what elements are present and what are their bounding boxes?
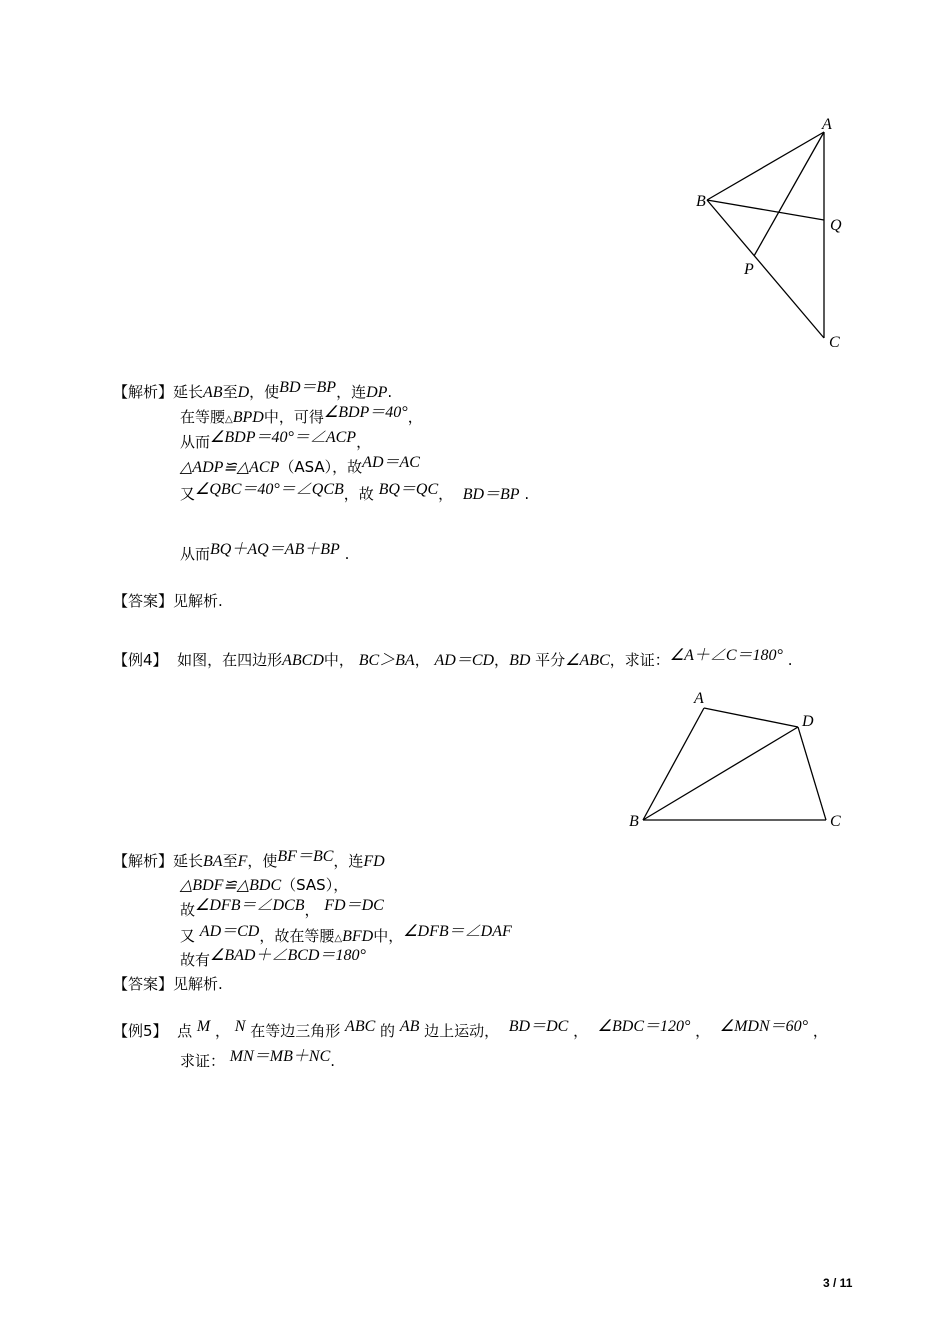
- solution-2-line-4: [180, 923, 512, 949]
- text: 边上运动，: [424, 1022, 500, 1040]
- text: （SAS），: [281, 876, 349, 894]
- text: ，求证：: [609, 651, 670, 669]
- math: BQ＝QC: [378, 481, 439, 498]
- text: .: [387, 383, 393, 401]
- math: ∠MDN＝60°: [719, 1018, 809, 1035]
- text: 延长: [173, 383, 204, 401]
- text: ，使: [247, 852, 278, 870]
- label-a: A: [694, 690, 704, 707]
- text: 中，: [373, 927, 404, 945]
- text: 点: [177, 1022, 193, 1040]
- solution-2-line-3: [180, 897, 384, 921]
- solution-2-line-1: [113, 848, 385, 872]
- solution-1-line-5: [180, 481, 530, 505]
- math: ∠QBC＝40°＝∠QCB: [195, 481, 344, 498]
- math: D: [237, 384, 250, 401]
- text: 求证：: [180, 1052, 226, 1070]
- triangle-symbol: △: [225, 414, 233, 425]
- text: 如图，在四边形: [177, 651, 283, 669]
- math: AD＝CD: [434, 652, 495, 669]
- math: AD＝AC: [362, 454, 420, 471]
- text: 中，: [323, 651, 354, 669]
- text: ，: [304, 901, 320, 919]
- segment-bd: [643, 727, 798, 820]
- text: ，使: [249, 383, 280, 401]
- segment-dc: [798, 727, 826, 820]
- page-number: 3 / 11: [823, 1276, 853, 1290]
- example-5-line-2: [180, 1048, 336, 1072]
- math: △ADP≌△ACP: [180, 459, 280, 476]
- triangle-symbol: △: [334, 933, 343, 944]
- text: ，: [438, 485, 454, 503]
- answer-text: 见解析.: [173, 975, 223, 993]
- text: ，故在等腰: [259, 927, 335, 945]
- math: MN＝MB＋NC: [229, 1048, 331, 1065]
- segment-bq: [707, 200, 824, 220]
- math: ∠ABC: [565, 652, 610, 669]
- math: ∠BDP＝40°＝∠ACP: [210, 429, 357, 446]
- label-d: D: [802, 713, 814, 730]
- segment-bc: [707, 200, 824, 338]
- text: 故有: [180, 951, 211, 969]
- text: .: [524, 485, 530, 503]
- math: BD＝DC: [508, 1018, 569, 1035]
- text: ，连: [336, 383, 367, 401]
- math: AB: [203, 384, 223, 401]
- text: ，: [356, 433, 372, 451]
- text: 又: [180, 485, 196, 503]
- label-a: A: [822, 116, 832, 133]
- segment-ad: [704, 708, 798, 727]
- label-b: B: [629, 813, 639, 830]
- math: BA: [203, 853, 223, 870]
- text: ，故: [343, 485, 374, 503]
- segment-ab: [707, 132, 824, 200]
- math: BD＝BP: [279, 379, 337, 396]
- text: 至: [222, 383, 238, 401]
- solution-1-line-1: [113, 379, 393, 403]
- text: ，: [215, 1022, 231, 1040]
- solution-1-line-4: [180, 454, 420, 478]
- math: △BDF≌△BDC: [180, 877, 282, 894]
- text: 中，可得: [263, 408, 324, 426]
- math: AD＝CD: [199, 923, 260, 940]
- solution-2-line-2: [180, 875, 348, 896]
- math: BPD: [232, 409, 264, 426]
- example-4-problem: [113, 647, 793, 671]
- text: 平分: [535, 651, 566, 669]
- text: ，: [414, 651, 430, 669]
- math: ∠DFB＝∠DCB: [195, 897, 305, 914]
- example-tag: 【例5】: [113, 1022, 168, 1040]
- label-c: C: [829, 334, 840, 351]
- text: 从而: [180, 545, 211, 563]
- answer-tag: 【答案】: [113, 975, 174, 993]
- answer-2: [113, 974, 223, 994]
- math: ABCD: [282, 652, 324, 669]
- math: ∠A＋∠C＝180°: [669, 647, 783, 664]
- math: AB: [399, 1018, 420, 1035]
- solution-1-line-2: [180, 404, 423, 430]
- math: DP: [366, 384, 388, 401]
- solution-tag: 【解析】: [113, 852, 174, 870]
- text: 从而: [180, 433, 211, 451]
- solution-1-line-3: [180, 429, 372, 453]
- text: ，: [494, 651, 510, 669]
- text: .: [330, 1052, 336, 1070]
- text: .: [344, 545, 350, 563]
- figure-triangle-abc-pq: [680, 110, 860, 360]
- text: 在等边三角形: [250, 1022, 341, 1040]
- math: ∠BDP＝40°: [323, 404, 408, 421]
- math: ∠BAD＋∠BCD＝180°: [210, 947, 366, 964]
- text: （ASA），故: [279, 458, 363, 476]
- math: BFD: [342, 928, 374, 945]
- segment-ap: [754, 132, 824, 256]
- math: M: [196, 1018, 211, 1035]
- math: ∠DFB＝∠DAF: [403, 923, 512, 940]
- label-p: P: [744, 261, 754, 278]
- text: ，连: [333, 852, 364, 870]
- math: BD＝BP: [462, 486, 520, 503]
- math: BQ＋AQ＝AB＋BP: [210, 541, 340, 558]
- text: 延长: [173, 852, 204, 870]
- text: 在等腰: [180, 408, 226, 426]
- answer-text: 见解析.: [173, 592, 223, 610]
- math: BD: [509, 652, 531, 669]
- math: BF＝BC: [277, 848, 334, 865]
- solution-1-line-6: [180, 541, 350, 565]
- label-b: B: [696, 193, 706, 210]
- text: 故: [180, 901, 196, 919]
- text: ，: [812, 1022, 828, 1040]
- text: ，: [573, 1022, 589, 1040]
- example-tag: 【例4】: [113, 651, 168, 669]
- label-q: Q: [830, 217, 842, 234]
- math: BC＞BA: [358, 652, 415, 669]
- math: N: [234, 1018, 246, 1035]
- figure-quadrilateral-abcd: [620, 685, 860, 835]
- solution-2-line-5: [180, 947, 366, 971]
- math: FD: [363, 853, 385, 870]
- example-5-line-1: [113, 1018, 828, 1042]
- text: 至: [222, 852, 238, 870]
- math: ∠BDC＝120°: [597, 1018, 691, 1035]
- math: F: [237, 853, 248, 870]
- math: FD＝DC: [324, 897, 384, 914]
- text: ，: [695, 1022, 711, 1040]
- text: 又: [180, 927, 196, 945]
- solution-tag: 【解析】: [113, 383, 174, 401]
- answer-1: [113, 591, 223, 611]
- segment-ab: [643, 708, 704, 820]
- text: 的: [380, 1022, 396, 1040]
- answer-tag: 【答案】: [113, 592, 174, 610]
- math: ABC: [345, 1018, 376, 1035]
- label-c: C: [830, 813, 841, 830]
- text: ，: [407, 408, 423, 426]
- text: .: [787, 651, 793, 669]
